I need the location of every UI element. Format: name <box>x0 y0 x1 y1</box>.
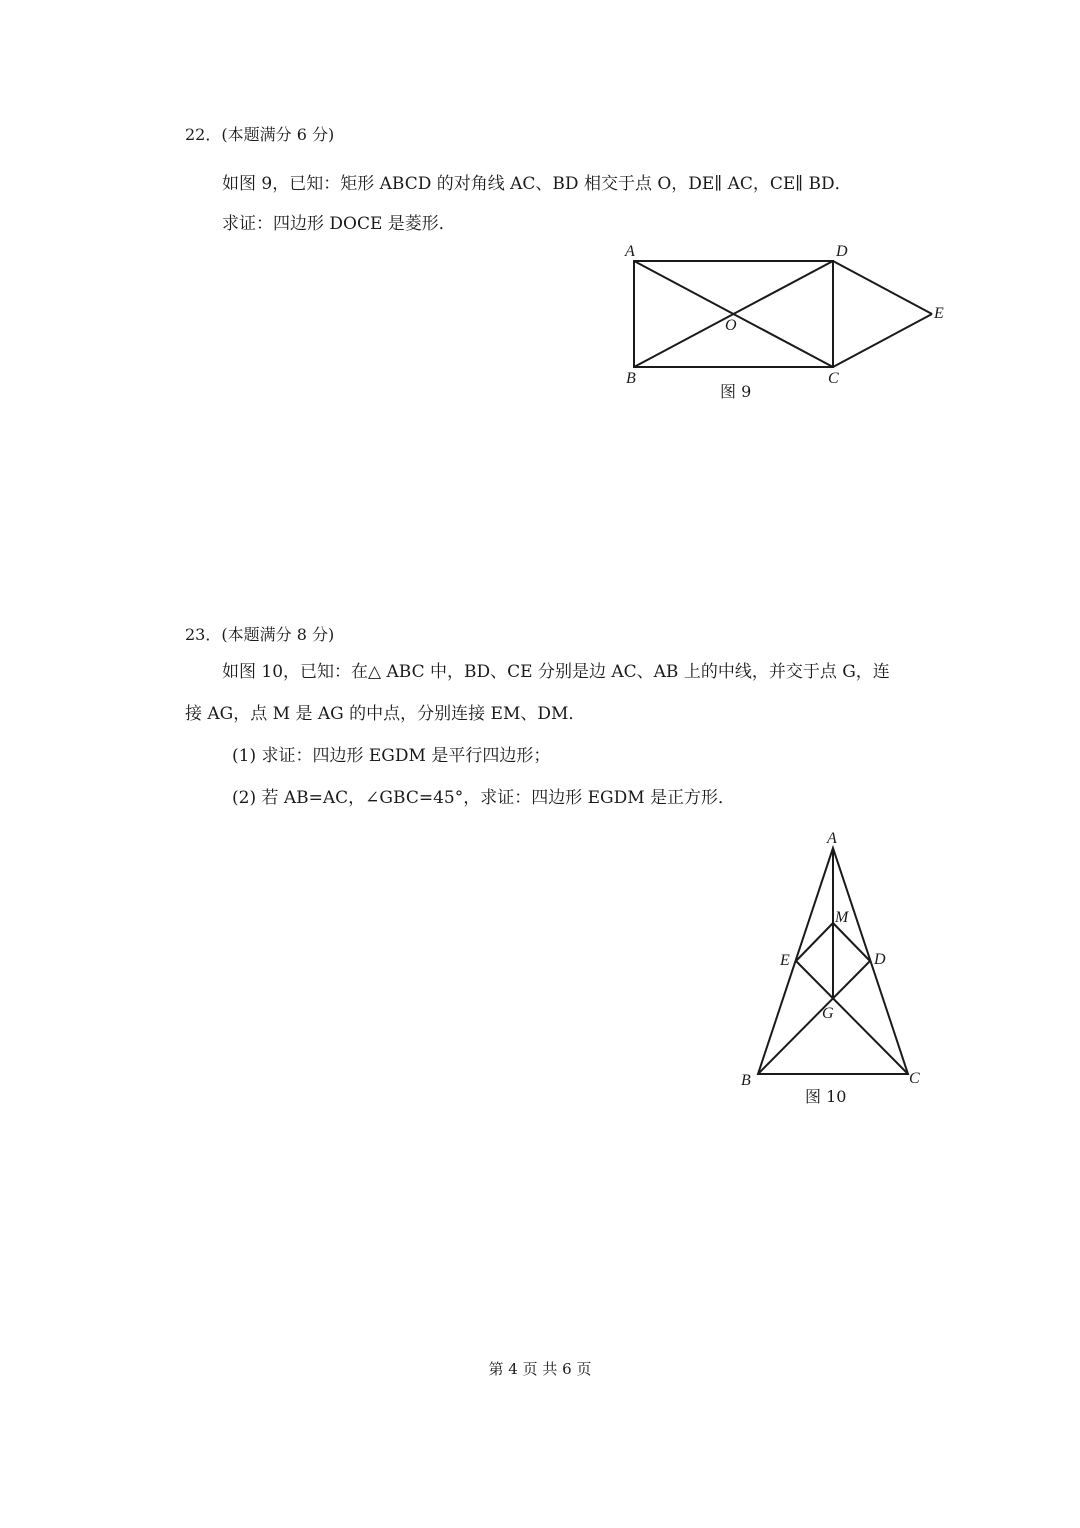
label-e: E <box>780 952 790 969</box>
label-d: D <box>874 951 886 968</box>
label-a: A <box>625 243 635 260</box>
figure-9-caption: 图 9 <box>720 382 752 401</box>
label-d: D <box>836 243 848 260</box>
label-g: G <box>822 1005 834 1022</box>
q22-heading: 22．(本题满分 6 分) <box>185 125 335 144</box>
label-b: B <box>626 370 636 387</box>
q23-part1: (1) 求证：四边形 EGDM 是平行四边形； <box>232 746 551 766</box>
q23-statement-line1: 如图 10，已知：在△ ABC 中，BD、CE 分别是边 AC、AB 上的中线，并交于点 G，连 <box>222 662 890 682</box>
figure-10-caption: 图 10 <box>805 1087 847 1106</box>
label-c: C <box>909 1070 920 1087</box>
label-m: M <box>835 909 849 926</box>
label-b: B <box>741 1072 751 1089</box>
label-a: A <box>827 830 837 847</box>
q22-task: 求证：四边形 DOCE 是菱形． <box>222 214 456 234</box>
q23-statement-line2: 接 AG，点 M 是 AG 的中点，分别连接 EM、DM． <box>185 704 586 724</box>
q22-statement: 如图 9，已知：矩形 ABCD 的对角线 AC、BD 相交于点 O，DE∥ AC，CE∥ BD． <box>222 174 852 194</box>
label-c: C <box>828 370 839 387</box>
page-footer: 第 4 页 共 6 页 <box>488 1360 592 1378</box>
label-e: E <box>934 305 944 322</box>
q23-part2: (2) 若 AB=AC，∠GBC=45°，求证：四边形 EGDM 是正方形． <box>232 788 736 808</box>
q23-heading: 23．(本题满分 8 分) <box>185 625 335 644</box>
label-o: O <box>725 317 737 334</box>
